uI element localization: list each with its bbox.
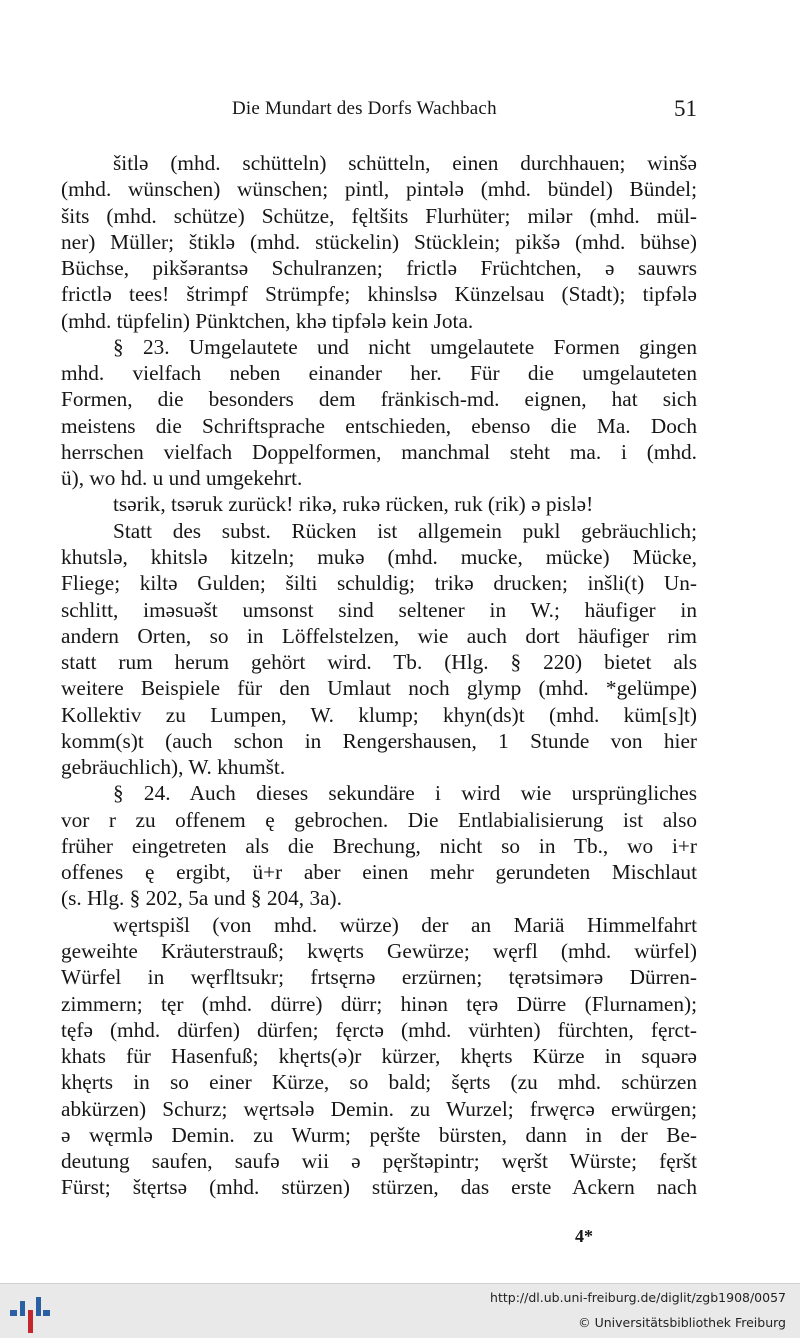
text-line: khutslə, khitslə kitzeln; mukə (mhd. mucke, mücke) Mücke,	[61, 544, 697, 569]
text-line: herrschen vielfach Doppelformen, manchmal steht ma. i (mhd.	[61, 439, 697, 464]
printer-signature: 4*	[575, 1226, 593, 1246]
text-line: šits (mhd. schütze) Schütze, fęltšits Flurhüter; milər (mhd. mül-	[61, 203, 697, 228]
section-heading-line: § 24. Auch dieses sekundäre i wird wie ursprüngliches	[113, 781, 697, 806]
body-text	[61, 150, 697, 1201]
running-title: Die Mundart des Dorfs Wachbach	[232, 98, 497, 119]
text-line: Kollektiv zu Lumpen, W. klump; khyn(ds)t (mhd. küm[s]t)	[61, 702, 697, 727]
text-line: tęfə (mhd. dürfen) dürfen; fęrctə (mhd. vürhten) fürchten, fęrct-	[61, 1017, 697, 1042]
text-line: vor r zu offenem ę gebrochen. Die Entlabialisierung ist also	[61, 807, 697, 832]
text-line: Büchse, pikšərantsə Schulranzen; frictlə Früchtchen, ə sauwrs	[61, 256, 697, 281]
text-line: früher eingetreten als die Brechung, nicht so in Tb., wo i+r	[61, 833, 697, 858]
page-number: 51	[674, 96, 697, 121]
text-line: komm(s)t (auch schon in Rengershausen, 1 Stunde von hier	[61, 728, 697, 753]
footer-bar	[0, 1283, 800, 1338]
text-line: Formen, die besonders dem fränkisch-md. eignen, hat sich	[61, 387, 697, 412]
text-line: schlitt, iməsuəšt umsonst sind seltener in W.; häufiger in	[61, 597, 697, 622]
text-line: ü), wo hd. u und umgekehrt.	[61, 466, 303, 491]
text-line: šitlə (mhd. schütteln) schütteln, einen durchhauen; winšə	[113, 151, 697, 175]
text-line: ə węrmlə Demin. zu Wurm; pęršte bürsten, dann in der Be-	[61, 1122, 697, 1147]
text-line: Statt des subst. Rücken ist allgemein pukl gebräuchlich;	[113, 518, 697, 543]
text-line: (mhd. wünschen) wünschen; pintl, pintələ (mhd. bündel) Bündel;	[61, 177, 697, 202]
text-line: weitere Beispiele für den Umlaut noch glymp (mhd. *gelümpe)	[61, 676, 697, 701]
text-line: ner) Müller; štiklə (mhd. stückelin) Stücklein; pikšə (mhd. bühse)	[61, 229, 697, 254]
text-line: Fliege; kiltə Gulden; šilti schuldig; trikə drucken; inšli(t) Un-	[61, 571, 697, 596]
source-url-link[interactable]: http://dl.ub.uni-freiburg.de/diglit/zgb1908/0057	[490, 1290, 786, 1305]
text-line: geweihte Kräuterstrauß; kwęrts Gewürze; węrfl (mhd. würfel)	[61, 938, 697, 963]
text-line: khats für Hasenfuß; khęrts(ə)r kürzer, khęrts Kürze in squərə	[61, 1044, 697, 1069]
text-line: zimmern; tęr (mhd. dürre) dürr; hinən tęrə Dürre (Flurnamen);	[61, 991, 697, 1016]
text-line: tsərik, tsəruk zurück! rikə, rukə rücken, ruk (rik) ə pislə!	[113, 492, 594, 517]
text-line: statt rum herum gehört wird. Tb. (Hlg. § 220) bietet als	[61, 650, 697, 675]
text-line: andern Orten, so in Löffelstelzen, wie auch dort häufiger rim	[61, 623, 697, 648]
text-line: (s. Hlg. § 202, 5a und § 204, 3a).	[61, 886, 342, 911]
text-line: khęrts in so einer Kürze, so bald; šęrts (zu mhd. schürzen	[61, 1070, 697, 1095]
text-line: frictlə tees! štrimpf Strümpfe; khinslsə Künzelsau (Stadt); tipfələ	[61, 282, 697, 307]
text-line: meistens die Schriftsprache entschieden, ebenso die Ma. Doch	[61, 413, 697, 438]
text-line: abkürzen) Schurz; węrtsələ Demin. zu Wurzel; frwęrcə erwürgen;	[61, 1096, 697, 1121]
text-line: gebräuchlich), W. khumšt.	[61, 755, 286, 780]
text-line: (mhd. tüpfelin) Pünktchen, khə tipfələ kein Jota.	[61, 308, 474, 333]
text-line: offenes ę ergibt, ü+r aber einen mehr gerundeten Mischlaut	[61, 860, 697, 885]
text-line: mhd. vielfach neben einander her. Für die umgelauteten	[61, 361, 697, 386]
ub-freiburg-logo-icon	[10, 1293, 50, 1333]
text-line: węrtspišl (von mhd. würze) der an Mariä Himmelfahrt	[113, 912, 697, 937]
page-header	[0, 98, 800, 130]
text-line: Fürst; štęrtsə (mhd. stürzen) stürzen, das erste Ackern nach	[61, 1175, 697, 1200]
text-line: Würfel in węrfltsukr; frtsęrnə erzürnen; tęrətsimərə Dürren-	[61, 965, 697, 990]
section-heading-line: § 23. Umgelautete und nicht umgelautete Formen gingen	[113, 334, 697, 359]
text-line: deutung saufen, saufə wii ə pęrštəpintr; węršt Würste; fęršt	[61, 1149, 697, 1174]
copyright-text: © Universitätsbibliothek Freiburg	[578, 1315, 786, 1330]
